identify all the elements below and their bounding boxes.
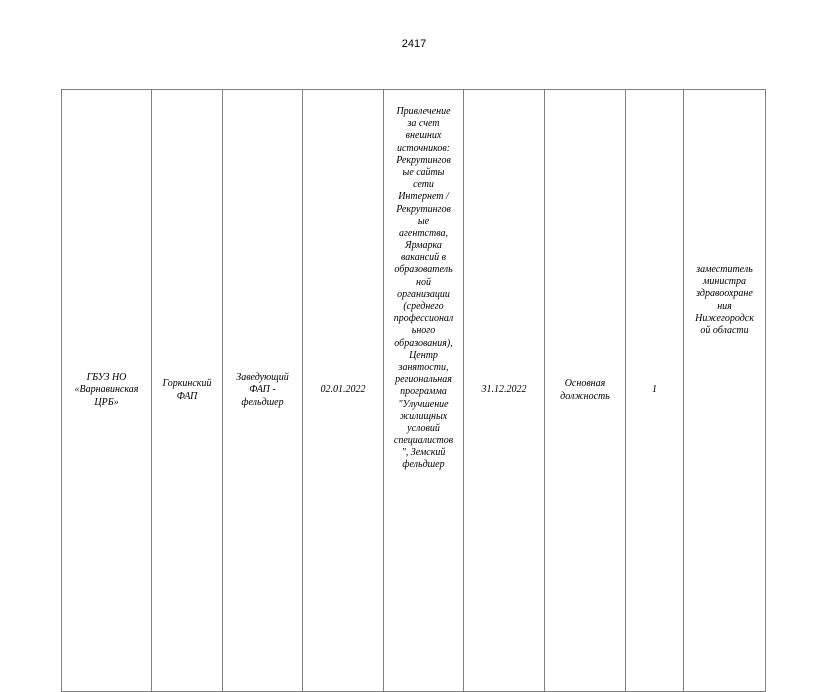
organization-text: ГБУЗ НО «Варнавинская ЦРБ» [74,372,139,408]
rate-text: 1 [652,384,657,396]
measures-cell [384,90,464,692]
approver-cell [684,90,766,692]
end-date-text: 31.12.2022 [481,384,527,396]
end-date-cell [464,90,545,692]
page-number: 2417 [401,38,427,50]
measures-text: Привлечение за счет внешних источников: Рекрутингов ые сайты сети Интернет / Рекрутингов ые агентства, Ярмарка вакансий в образователь ной организации (среднего профессионал ьного образования), Центр занятости, региональная программа "Улучшение жилищных условий специалистов ", Земский фельдшер [393,106,454,471]
subdivision-cell [152,90,223,692]
employment-type-text: Основная должность [560,378,610,402]
start-date-text: 02.01.2022 [320,384,366,396]
approver-text: заместитель министра здравоохране ния Нижегородск ой области [695,264,754,336]
rate-cell [626,90,684,692]
position-cell [223,90,303,692]
subdivision-text: Горкинский ФАП [162,378,212,402]
vacancy-table [61,89,766,692]
start-date-cell [303,90,384,692]
employment-type-cell [545,90,626,692]
table-row [62,90,766,692]
position-text: Заведующий ФАП - фельдшер [236,372,289,408]
organization-cell [62,90,152,692]
